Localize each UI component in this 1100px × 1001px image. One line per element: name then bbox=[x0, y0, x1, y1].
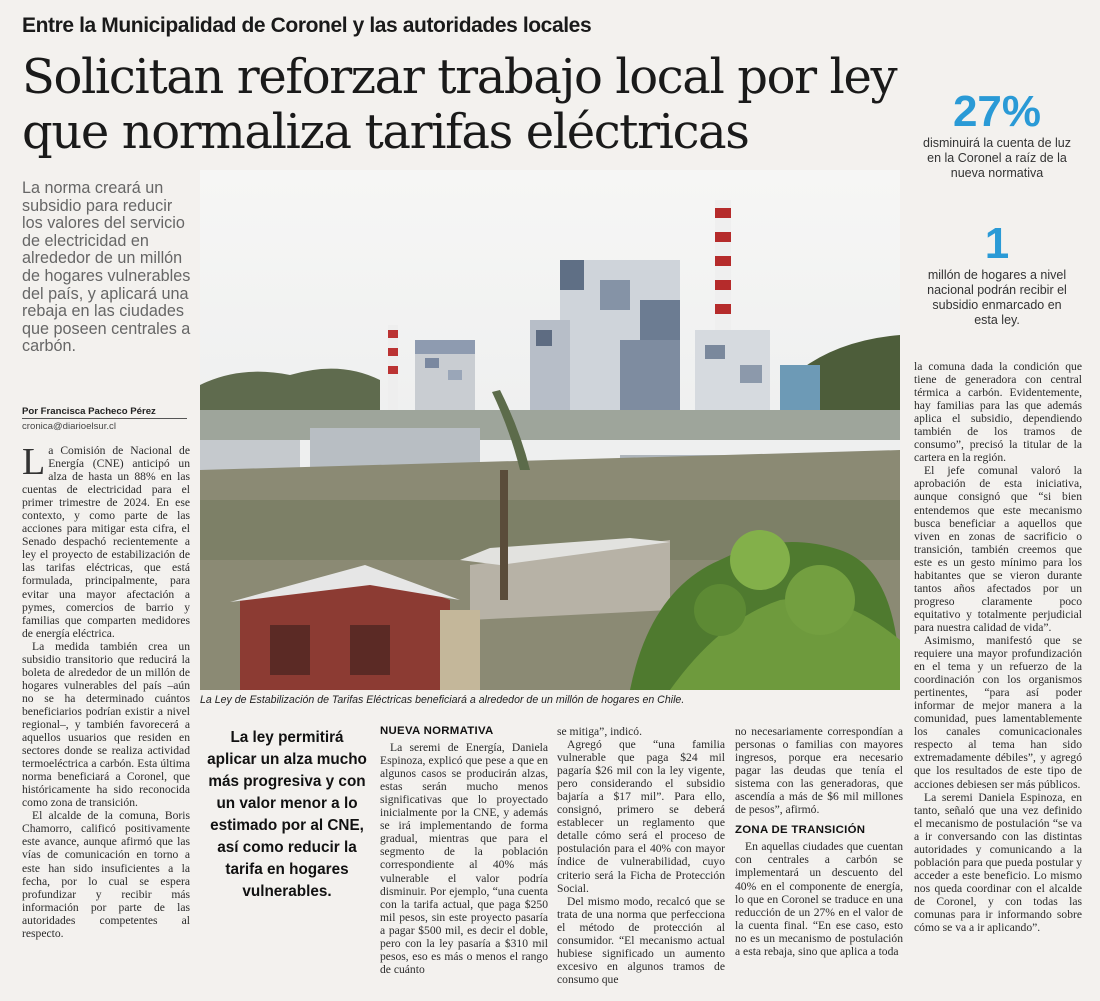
stat-number: 1 bbox=[984, 219, 1010, 268]
stat-box-percent bbox=[912, 87, 1082, 181]
summary: La norma creará un subsidio para reducir los valores del servicio de electricidad en alrededor de un millón de hogares vulnerables del país, y aplicará una rebaja en las ciudades que poseen centrales a carbón. bbox=[22, 179, 191, 356]
headline-line-1: Solicitan reforzar trabajo local por ley bbox=[22, 49, 897, 105]
kicker: Entre la Municipalidad de Coronel y las autoridades locales bbox=[22, 14, 592, 37]
column-3 bbox=[380, 725, 548, 976]
stat-text: disminuirá la cuenta de luz en la Coronel a raíz de la nueva normativa bbox=[923, 136, 1071, 180]
paragraph: La medida también crea un subsidio transitorio que reducirá la boleta de alrededor de un millón de hogares vulnerables del país –aún no se ha determinado cuántos beneficiarios podrían existir a nivel regional–, y también favorecerá a aquellos usuarios que residen en sectores donde se realiza actividad termoeléctrica a carbón. Esta última norma beneficiará a Coronel, que históricamente ha sido reconocida como zona de transición. bbox=[22, 639, 190, 810]
drop-cap: L bbox=[22, 441, 46, 483]
paragraph: Agregó que “una familia vulnerable que paga $24 mil pagaría $26 mil con la ley vigente, pero considerando el subsidio bajaría a $17 mil”. Para ello, consignó, primero se deberá establecer un reglamento que detalle cómo será el proceso de postulación para el 40% con mayor índice de vulnerabilidad, cuyo criterio será la Ficha de Protección Social. bbox=[557, 738, 725, 895]
photo-caption: La Ley de Estabilización de Tarifas Eléctricas beneficiará a alrededor de un millón de hogares en Chile. bbox=[200, 694, 685, 706]
paragraph: no necesariamente correspondían a personas o familias con mayores ingresos, porque era necesario pagar las deudas que tenía el sistema con las generadoras, que ascendía a más de $6 mil millones de pesos”, afirmó. bbox=[735, 725, 903, 817]
paragraph: El alcalde de la comuna, Boris Chamorro, calificó positivamente este avance, aunque afirmó que las vías de comunicación en torno a este han sido insuficientes a la fecha, por lo cual se espera profundizar y recibir más información por parte de las autoridades competentes al respecto. bbox=[22, 809, 190, 940]
pull-quote: La ley permitirá aplicar un alza mucho más progresiva y con un valor menor a lo estimado por al CNE, así como reducir la tarifa en hogares vulnerables. bbox=[207, 729, 367, 900]
column-5 bbox=[735, 725, 903, 958]
stat-text: millón de hogares a nivel nacional podrán recibir el subsidio enmarcado en esta ley. bbox=[927, 268, 1067, 327]
column-6 bbox=[914, 360, 1082, 934]
stat-number: 27% bbox=[952, 87, 1042, 136]
subhead-zona-de-transicion: ZONA DE TRANSICIÓN bbox=[735, 824, 866, 837]
stat-box-million bbox=[912, 219, 1082, 328]
paragraph: La seremi Daniela Espinoza, en tanto, señaló que una vez definido el mecanismo de postulación “se va a ir conversando con las distintas autoridades y comunicando a la población para que pueda postular y acceder a este beneficio. Lo mismo nos queda coordinar con el alcalde de Coronel, y con todas las comunas para ir informando sobre cómo se va a ir aplicando”. bbox=[914, 790, 1082, 935]
byline-email: cronica@diarioelsur.cl bbox=[22, 421, 116, 432]
photo-illustration bbox=[200, 170, 900, 690]
paragraph: Del mismo modo, recalcó que se trata de una norma que perfecciona el método de protección al consumidor. “El mecanismo actual hubiese significado un aumento excesivo en algunos tramos de consumo que bbox=[557, 894, 725, 986]
power-plant-photo bbox=[200, 170, 900, 690]
headline bbox=[22, 50, 902, 160]
column-1 bbox=[22, 441, 190, 940]
byline-author: Por Francisca Pacheco Pérez bbox=[22, 406, 187, 419]
column-4 bbox=[557, 725, 725, 986]
subhead-nueva-normativa: NUEVA NORMATIVA bbox=[380, 725, 494, 737]
paragraph: La Comisión de Nacional de Energía (CNE) anticipó un alza de hasta un 88% en las cuentas de electricidad para el primer trimestre de 2024. En ese contexto, y como parte de las acciones para mitigar esta cifra, el Senado despachó recientemente a ley el proyecto de estabilización de las tarifas eléctricas, que está formulada, principalmente, para evitar una mayor afectación a pymes, comercios de barrio y familias que comparten medidores de energía eléctrica. bbox=[22, 441, 190, 640]
paragraph: En aquellas ciudades que cuentan con centrales a carbón se implementará un descuento del 40% en el componente de energía, lo que en Coronel se traduce en una reducción de un 27% en el valor de la cuenta final. “En ese caso, esto no es un mecanismo de postulación a esta rebaja, sino que aplica a toda bbox=[735, 840, 903, 958]
paragraph: Asimismo, manifestó que se requiere una mayor profundización en el tema y un refuerzo de la coordinación con los organismos pertinentes, “para así poder informar de mejor manera a la comunidad, pues lamentablemente los canales comunicacionales respecto al tema han sido extremadamente débiles”, y agregó que los resultados de este tipo de acciones debiesen ser más públicos. bbox=[914, 633, 1082, 791]
paragraph: se mitiga”, indicó. bbox=[557, 725, 643, 738]
paragraph: El jefe comunal valoró la aprobación de esta iniciativa, aunque consignó que “si bien entendemos que este mecanismo busca beneficiar a aquellos que viven en zonas de sacrificio o transición, también creemos que este es un gesto mínimo para los habitantes que se vieron durante tantos años afectados por un progreso claramente poco equitativo y totalmente perjudicial para nuestra calidad de vida”. bbox=[914, 464, 1082, 634]
paragraph: la comuna dada la condición que tiene de generadora con central térmica a carbón. Evidentemente, hay familias para las que además aplica el subsidio, dependiendo también de los tramos de consumo”, precisó la titular de la cartera en la región. bbox=[914, 360, 1082, 465]
paragraph: La seremi de Energía, Daniela Espinoza, explicó que pese a que en algunos casos se producirán alzas, estas serán mucho menos significativas que lo proyectado inicialmente por la CNE, y además se irá implementando de forma gradual, mientras que para el segmento de la población correspondiente al 40% más vulnerable el valor podría disminuir. Por ejemplo, “una cuenta con la tarifa actual, que paga $250 mil pesos, sin este proyecto pasaría a pagar $500 mil, es decir el doble, pero con la ley pasaría a $310 mil pesos, eso es más o menos el rango de cuánto bbox=[380, 741, 548, 976]
headline-line-2: que normaliza tarifas eléctricas bbox=[22, 104, 749, 160]
